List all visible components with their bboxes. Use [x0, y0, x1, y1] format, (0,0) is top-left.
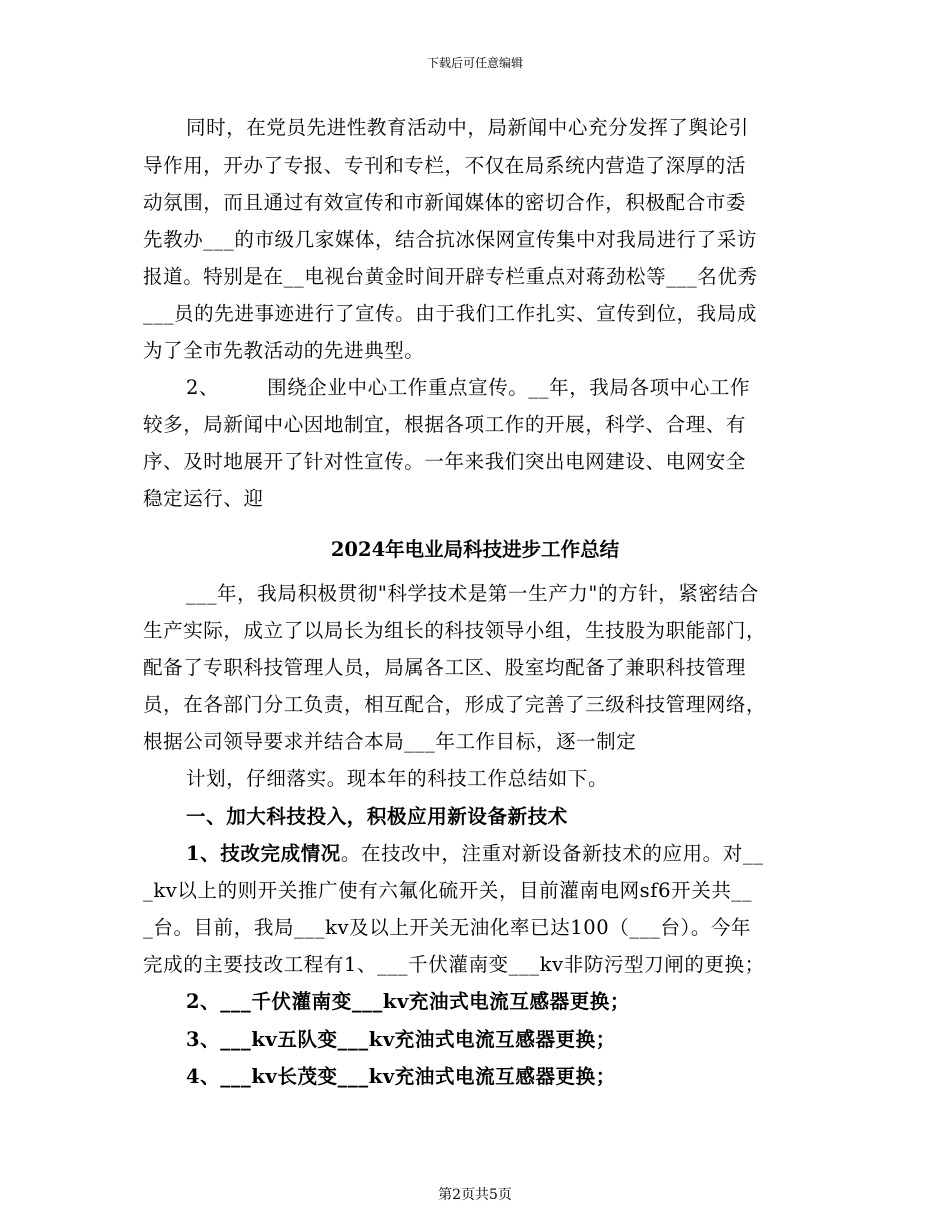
paragraph-line: 根据公司领导要求并结合本局___年工作目标，逐一制定: [143, 730, 637, 753]
header-note: 下载后可任意编辑: [426, 56, 523, 70]
paragraph-line: 员，在各部门分工负责，相互配合，形成了完善了三级科技管理网络，: [143, 693, 767, 716]
paragraph-line: 同时，在党员先进性教育活动中，局新闻中心充分发挥了舆论引: [186, 116, 749, 139]
list-item: 2、___千伏灌南变___kv充油式电流互感器更换；: [186, 990, 631, 1013]
list-number: 2、: [186, 376, 220, 399]
paragraph-line: 导作用，开办了专报、专刊和专栏，不仅在局系统内营造了深厚的活: [143, 154, 747, 177]
paragraph-line: 先教办___的市级几家媒体，结合抗冰保网宣传集中对我局进行了采访: [143, 228, 757, 251]
paragraph-text: 。在技改中，注重对新设备新技术的应用。对__: [340, 842, 764, 865]
paragraph-line: 为了全市先教活动的先进典型。: [143, 339, 425, 362]
paragraph-line: 较多，局新闻中心因地制宜，根据各项工作的开展，科学、合理、有: [143, 413, 747, 436]
paragraph-line: _kv以上的则开关推广使有六氟化硫开关，目前灌南电网sf6开关共__: [143, 879, 753, 902]
paragraph-line: 动氛围，而且通过有效宣传和市新闻媒体的密切合作，积极配合市委: [143, 191, 747, 214]
list-item: 3、___kv五队变___kv充油式电流互感器更换；: [186, 1028, 616, 1051]
paragraph-text: 围绕企业中心工作重点宣传。__年，我局各项中心工作: [267, 376, 751, 399]
item-heading: 1、技改完成情况: [186, 842, 341, 865]
paragraph-line: 计划，仔细落实。现本年的科技工作总结如下。: [186, 767, 609, 790]
document-title: 2024年电业局科技进步工作总结: [330, 538, 620, 561]
paragraph-line: [186, 837, 866, 871]
paragraph-line: 完成的主要技改工程有1、___千伏灌南变___kv非防污型刀闸的更换；: [143, 953, 765, 976]
paragraph-line: [186, 371, 866, 405]
paragraph-line: _台。目前，我局___kv及以上开关无油化率已达100（___台）。今年: [143, 916, 752, 939]
paragraph-line: 生产实际，成立了以局长为组长的科技领导小组，生技股为职能部门，: [143, 619, 767, 642]
paragraph-line: 报道。特别是在__电视台黄金时间开辟专栏重点对蒋劲松等___名优秀: [143, 265, 758, 288]
list-item: 4、___kv长茂变___kv充油式电流互感器更换；: [186, 1065, 616, 1088]
section-heading: 一、加大科技投入，积极应用新设备新技术: [186, 805, 568, 828]
paragraph-line: 序、及时地展开了针对性宣传。一年来我们突出电网建设、电网安全: [143, 450, 747, 473]
page-number: 第2页共5页: [438, 1187, 512, 1203]
paragraph-line: 配备了专职科技管理人员，局属各工区、股室均配备了兼职科技管理: [143, 656, 747, 679]
paragraph-line: ___年，我局积极贯彻"科学技术是第一生产力"的方针，紧密结合: [186, 582, 759, 605]
paragraph-line: ___员的先进事迹进行了宣传。由于我们工作扎实、宣传到位，我局成: [143, 302, 757, 325]
paragraph-line: 稳定运行、迎: [143, 487, 264, 510]
